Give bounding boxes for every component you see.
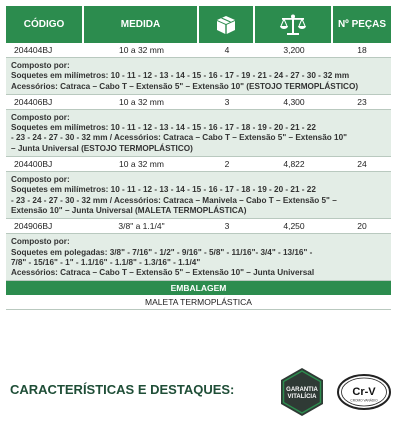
product-qty: 3	[224, 96, 230, 107]
product-description	[6, 172, 391, 219]
description-line: - 23 - 24 - 27 - 30 - 32 mm / Acessórios: Catraca – Manivela – Cabo T – Extensão 5" –	[11, 195, 337, 205]
description-line: Extensão 10" – Junta Universal (MALETA TERMOPLÁSTICA)	[11, 205, 247, 215]
product-weight: 4,822	[283, 159, 305, 170]
table-row	[6, 95, 391, 110]
table-header	[6, 6, 391, 43]
product-qty: 2	[224, 159, 230, 170]
product-medida: 10 a 32 mm	[119, 45, 164, 55]
header-medida: MEDIDA	[84, 6, 199, 43]
description-line: Acessórios: Catraca – Cabo T – Extensão 5" – Extensão 10" – Junta Universal	[11, 268, 315, 278]
product-medida: 10 a 32 mm	[119, 96, 164, 107]
chrome-vanadium-badge	[336, 372, 392, 412]
product-table	[6, 6, 391, 310]
embalagem-header: EMBALAGEM	[6, 281, 391, 295]
product-weight: 4,300	[283, 96, 305, 107]
description-line: Soquetes em polegadas: 3/8" - 7/16" - 1/2" - 9/16" - 5/8" - 11/16"- 3/4" - 13/16" -	[11, 247, 313, 257]
header-pecas: Nº PEÇAS	[333, 6, 391, 43]
package-box-icon	[199, 6, 255, 43]
description-line: Composto por:	[11, 61, 70, 70]
product-description	[6, 234, 391, 281]
product-code: 204906BJ	[14, 221, 53, 232]
warranty-label-line2: VITALÍCIA	[287, 394, 317, 400]
header-codigo: CÓDIGO	[6, 6, 84, 43]
product-weight: 3,200	[283, 45, 305, 55]
product-code: 204404BJ	[14, 45, 53, 55]
table-row	[6, 157, 391, 172]
crv-label: Cr-V	[352, 386, 376, 398]
product-qty: 4	[224, 45, 230, 55]
description-line: Composto por:	[11, 237, 70, 247]
product-description	[6, 110, 391, 157]
description-line: Acessórios: Catraca – Cabo T – Extensão 5" – Extensão 10" (ESTOJO TERMOPLÁSTICO)	[11, 81, 359, 91]
weight-scale-icon	[255, 6, 333, 43]
description-line: Soquetes em milímetros: 10 - 11 - 12 - 13 - 14 - 15 - 16 - 17 - 19 - 21 - 24 - 27 - 30 - 32 mm	[11, 71, 350, 81]
description-line: 7/8" - 15/16" - 1" - 1.1/16" - 1.1/8" - 1.3/16" - 1.1/4"	[11, 257, 201, 267]
lifetime-warranty-badge	[277, 367, 327, 417]
description-line: – Junta Universal (ESTOJO TERMOPLÁSTICO)	[11, 143, 193, 153]
product-pecas: 18	[357, 45, 367, 55]
product-pecas: 24	[357, 159, 367, 170]
description-line: Soquetes em milímetros: 10 - 11 - 12 - 13 - 14 - 15 - 16 - 17 - 18 - 19 - 20 - 21 - 22	[11, 123, 316, 133]
features-title: CARACTERÍSTICAS E DESTAQUES:	[10, 382, 235, 397]
product-medida: 10 a 32 mm	[119, 159, 164, 170]
product-medida: 3/8" a 1.1/4"	[118, 221, 165, 232]
description-line: - 23 - 24 - 27 - 30 - 32 mm / Acessórios: Catraca – Cabo T – Extensão 5" – Extensão 10"	[11, 133, 348, 143]
product-code: 204400BJ	[14, 159, 53, 170]
product-qty: 3	[224, 221, 230, 232]
crv-sublabel: CROMO VANÁDIO	[350, 398, 378, 403]
product-weight: 4,250	[283, 221, 305, 232]
product-pecas: 23	[357, 96, 367, 107]
description-line: Soquetes em milímetros: 10 - 11 - 12 - 13 - 14 - 15 - 16 - 17 - 18 - 19 - 20 - 21 - 22	[11, 185, 316, 195]
table-row	[6, 43, 391, 58]
warranty-label-line1: GARANTIA	[286, 387, 318, 393]
product-code: 204406BJ	[14, 96, 53, 107]
description-line: Composto por:	[11, 112, 70, 122]
product-description	[6, 58, 391, 95]
product-pecas: 20	[357, 221, 367, 232]
embalagem-value: MALETA TERMOPLÁSTICA	[6, 295, 391, 310]
description-line: Composto por:	[11, 175, 70, 185]
table-row	[6, 219, 391, 234]
